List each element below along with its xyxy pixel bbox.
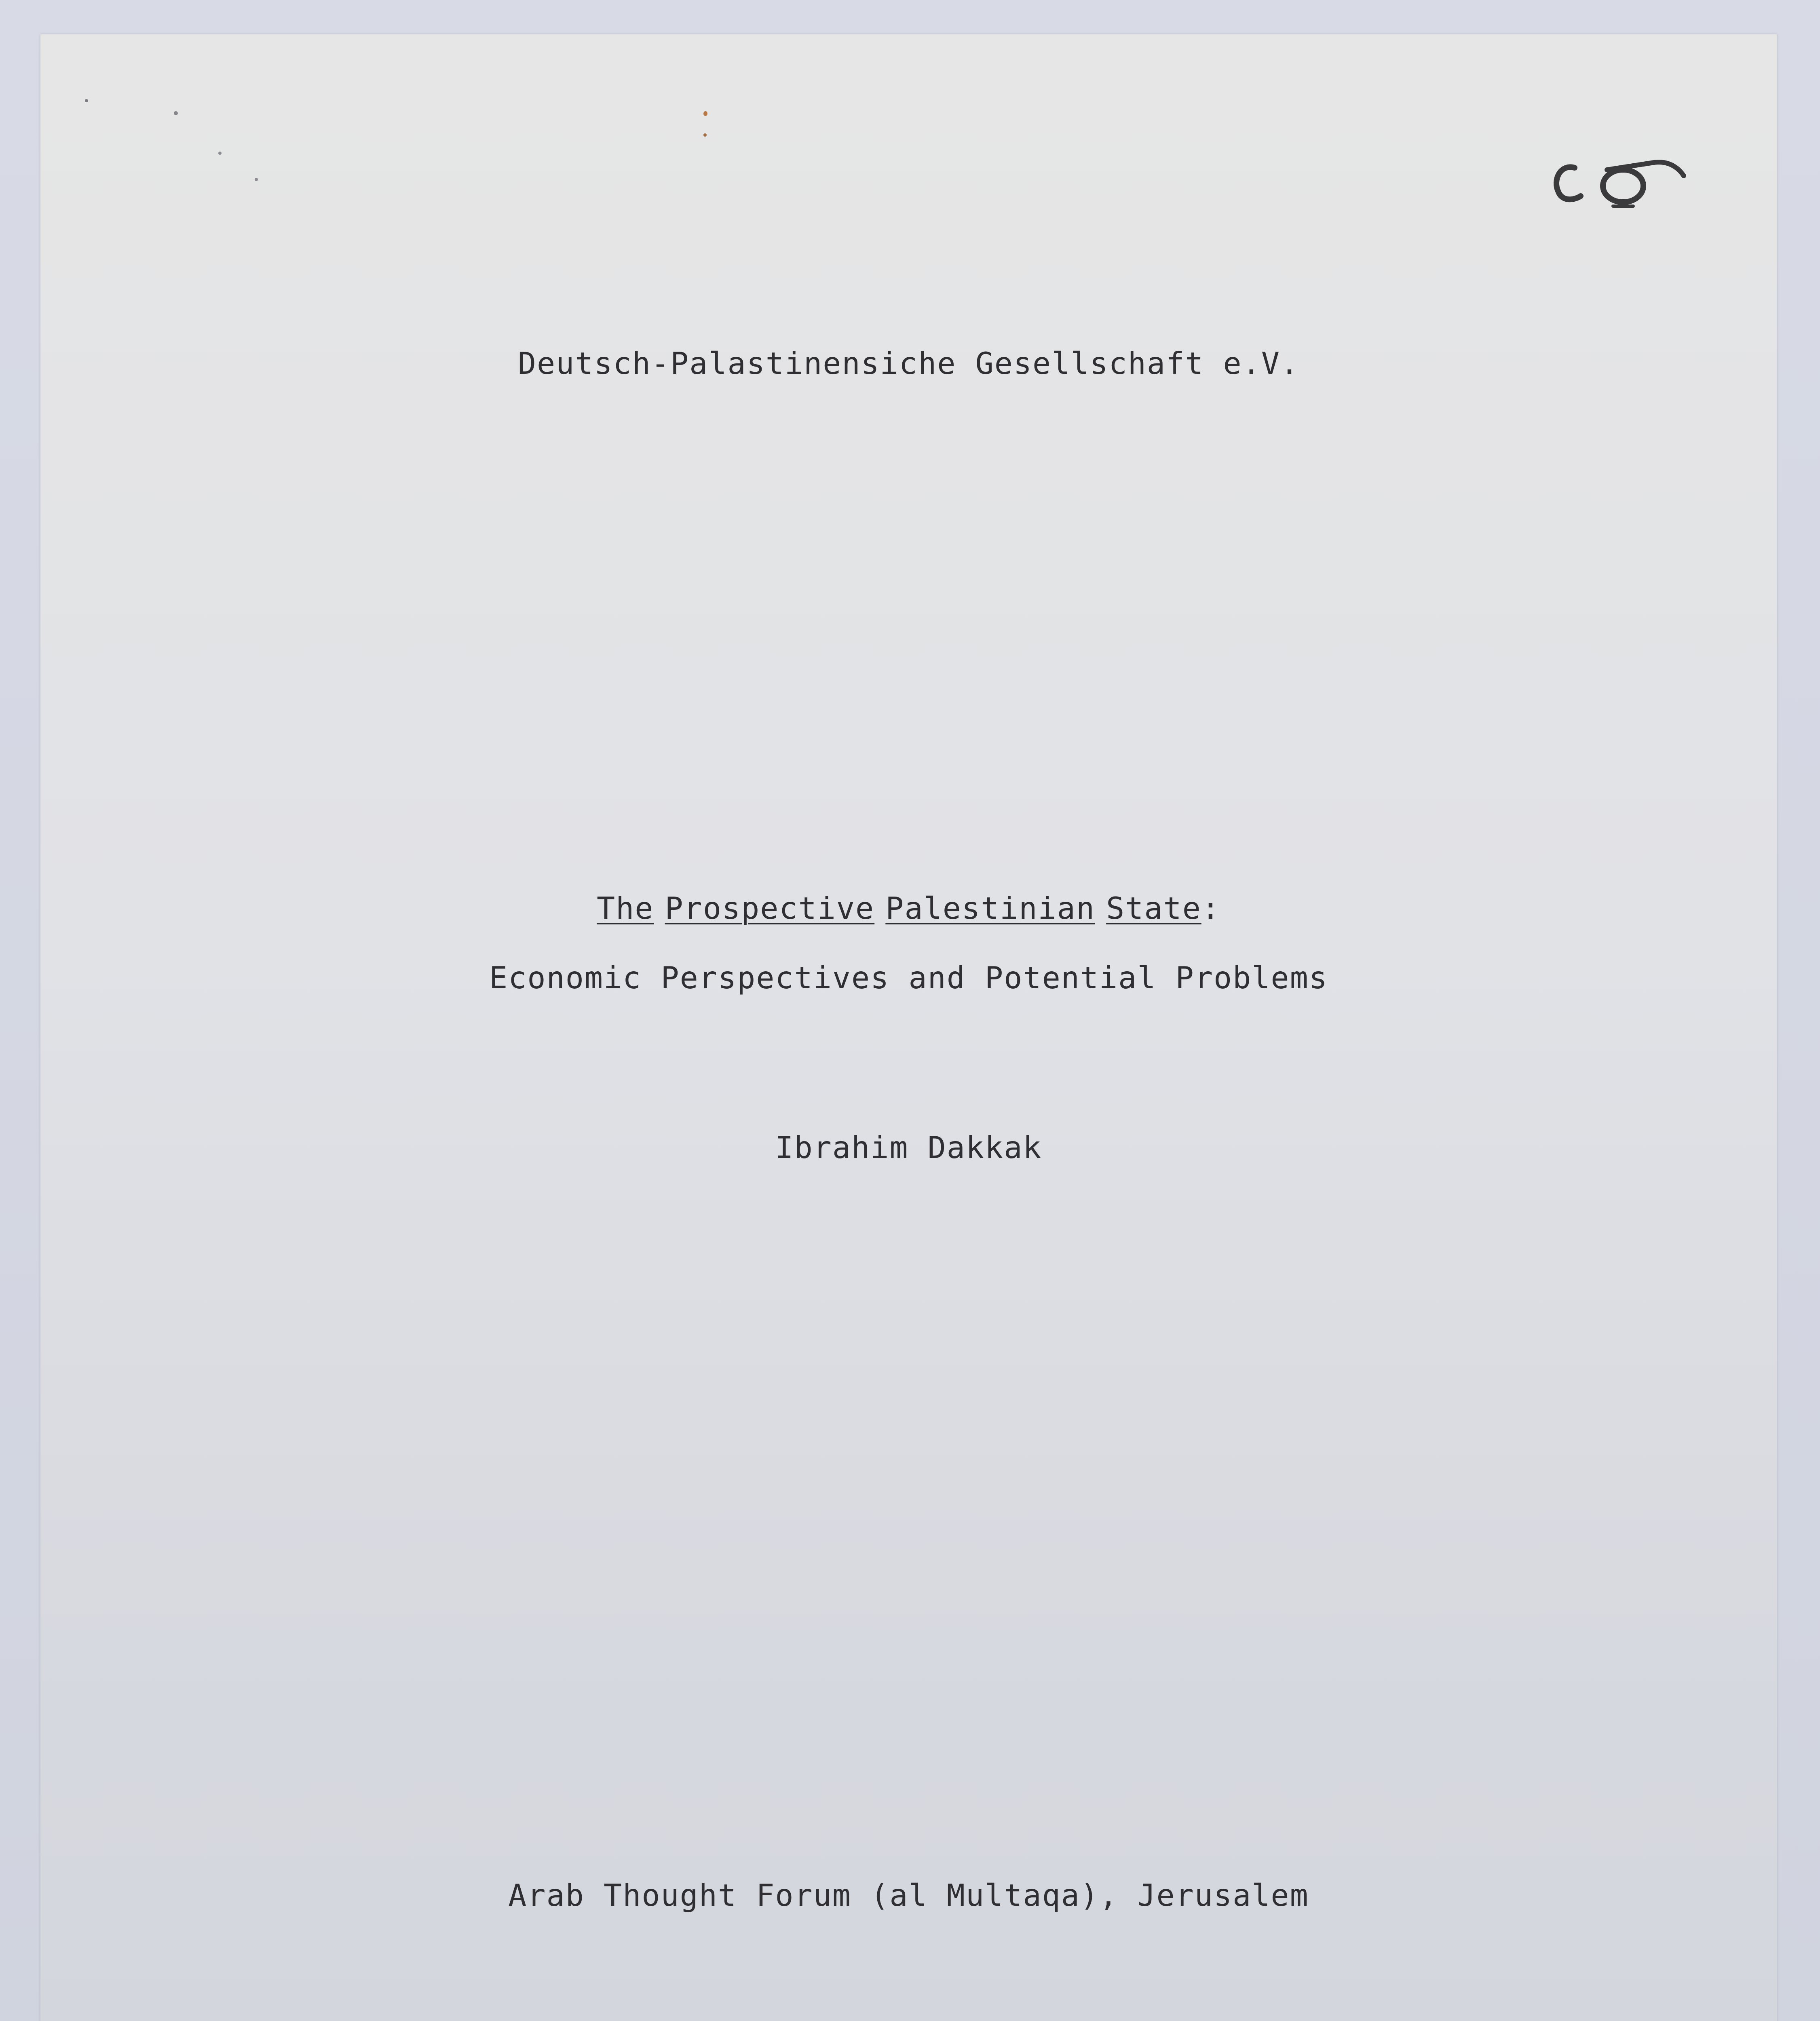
organization-name: Deutsch-Palastinensiche Gesellschaft e.V. — [517, 346, 1300, 381]
document-subtitle: Economic Perspectives and Potential Problems — [489, 960, 1328, 996]
author-name: Ibrahim Dakkak — [775, 1130, 1042, 1165]
publisher-name: Arab Thought Forum (al Multaqa), Jerusalem — [508, 1878, 1309, 1913]
paper-speck — [703, 111, 707, 116]
paper-speck — [703, 133, 707, 137]
paper-speck — [218, 152, 222, 155]
handwritten-mark — [1536, 135, 1746, 224]
paper-speck — [174, 111, 178, 115]
title-colon: : — [1201, 890, 1221, 926]
title-word: Prospective — [665, 890, 875, 926]
title-word: Palestinian — [885, 890, 1095, 926]
document-title — [40, 890, 1777, 926]
paper-speck — [255, 178, 258, 181]
title-word: State — [1106, 890, 1201, 926]
title-word: The — [596, 890, 654, 926]
document-page — [40, 34, 1777, 2021]
paper-speck — [85, 99, 88, 102]
